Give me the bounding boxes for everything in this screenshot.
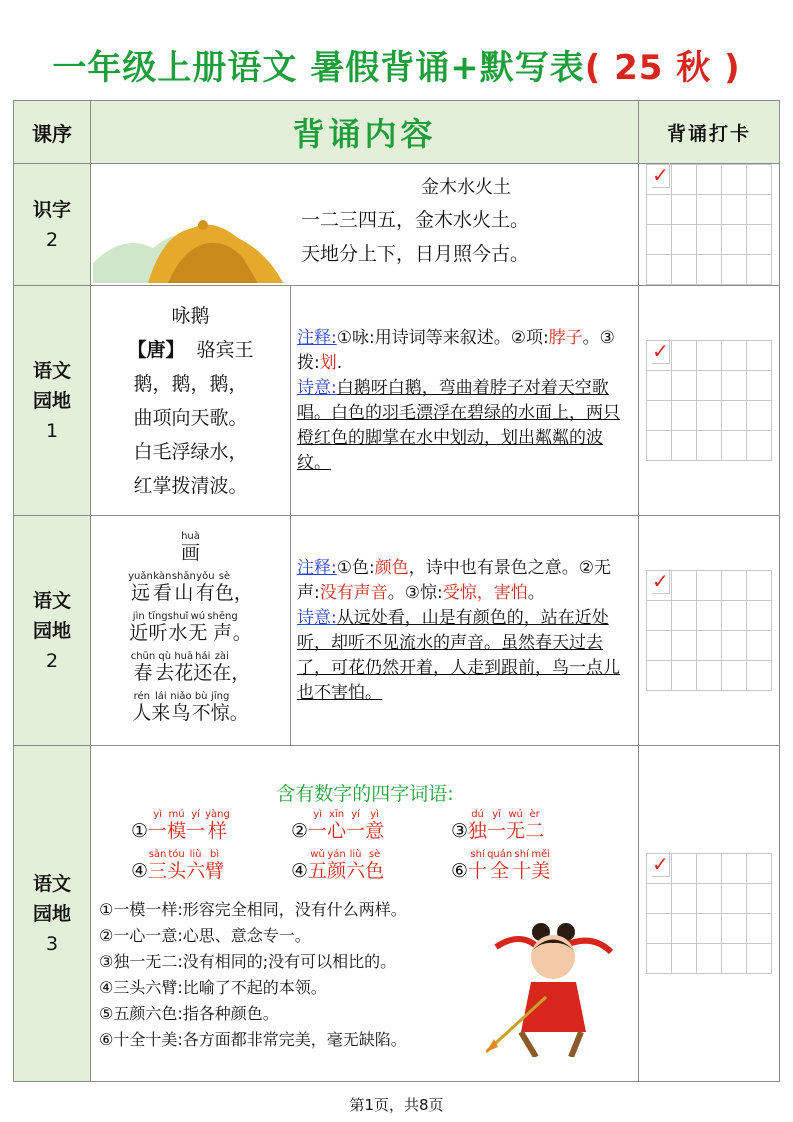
recitation-table: [13, 100, 780, 1082]
explanation: ④三头六臂:比喻了不起的本领。: [99, 977, 327, 997]
poem-title: 画huà: [180, 530, 200, 564]
checkin-cell: [639, 164, 780, 286]
poem-author: 【唐】 骆宾王: [127, 338, 254, 361]
lesson-cell: 语文园地 1: [14, 286, 91, 516]
checkin-grid: [646, 164, 772, 285]
annotation-cell: [291, 516, 639, 746]
poem-line: 一二三四五，金木水火土。: [301, 208, 530, 231]
checkin-grid: [646, 853, 772, 974]
poem-line: 鹅，鹅，鹅，: [133, 372, 248, 395]
page-footer: 第1页，共8页: [349, 1096, 444, 1114]
poem-line: 天地分上下，日月照今古。: [301, 242, 530, 265]
check-mark: ✓: [652, 339, 669, 363]
poem-title: 咏鹅: [171, 304, 210, 327]
checkin-grid: [646, 340, 772, 461]
checkin-cell: [639, 286, 780, 516]
explanation: ③独一无二:没有相同的;没有可以相比的。: [99, 951, 397, 971]
page-title: 一年级上册语文 暑假背诵+默写表( 25 秋 ): [52, 48, 741, 88]
header-checkin: 背诵打卡: [639, 101, 780, 164]
content-cell: [91, 164, 639, 286]
poem-line: 白毛浮绿水，: [133, 440, 248, 463]
header-lesson: 课序: [14, 101, 91, 164]
table-row: [14, 516, 780, 746]
explanation: ②一心一意:心思、意念专一。: [99, 925, 311, 945]
lesson-cell: 识字 2: [14, 164, 91, 286]
header-content: 背诵内容: [91, 101, 639, 164]
mountain-illustration: [93, 213, 287, 283]
poem-meaning: 诗意:从远处看，山是有颜色的，站在近处听，却听不见流水的声音。虽然春天过去了，可花仍然开着，人走到跟前，鸟一点儿也不害怕。: [297, 607, 620, 703]
poem-title: 金木水火土: [421, 176, 511, 198]
explanation: ⑤五颜六色:指各种颜色。: [99, 1003, 279, 1023]
poem-line: 人rén来lái鸟niǎo不bù惊jīng。: [132, 690, 249, 724]
check-mark: ✓: [652, 569, 669, 593]
number-phrase: ①一yì模mú一yí样yàng: [131, 808, 230, 842]
table-row: [14, 746, 780, 1082]
poem-line: 春chūn去qù花huā还hái在zài，: [130, 650, 251, 684]
checkin-grid: [646, 570, 772, 691]
cartoon-character-illustration: [486, 907, 616, 1057]
annotation-cell: [291, 286, 639, 516]
number-phrase: ③独dú一yī无wú二èr: [451, 808, 545, 842]
table-header: [14, 101, 780, 164]
table-row: [14, 164, 780, 286]
number-phrase: ②一yì心xīn一yí意yì: [291, 808, 385, 842]
annotation: 注释:①色:颜色，诗中也有景色之意。②无声:没有声音。③惊:受惊，害怕。: [297, 557, 611, 603]
section-heading: 含有数字的四字词语:: [276, 782, 454, 805]
checkin-cell: [639, 746, 780, 1082]
explanation: ⑥十全十美:各方面都非常完美，毫无缺陷。: [99, 1029, 407, 1049]
annotation: 注释:①咏:用诗词等来叙述。②项:脖子。③拨:划.: [297, 327, 615, 373]
checkin-cell: [639, 516, 780, 746]
content-cell: [91, 746, 639, 1082]
table-row: [14, 286, 780, 516]
explanation: ①一模一样:形容完全相同，没有什么两样。: [99, 899, 407, 919]
poem-line: 近jìn听tīng水shuǐ无wú声shēng。: [129, 610, 252, 644]
lesson-cell: 语文园地 3: [14, 746, 91, 1082]
number-phrase: ④三sān头tóu六liù臂bì: [131, 848, 225, 882]
number-phrase: ⑥十shí全quán十shí美měi: [451, 848, 551, 882]
number-phrase: ④五wǔ颜yán六liù色sè: [291, 848, 385, 882]
poem-line: 红掌拨清波。: [133, 474, 248, 497]
poem-meaning: 诗意:白鹅呀白鹅，弯曲着脖子对着天空歌唱。白色的羽毛漂浮在碧绿的水面上，两只橙红色的脚掌在水中划动，划出粼粼的波纹。: [297, 377, 620, 473]
poem-line: 远yuǎn看kàn山shān有yǒu色sè，: [128, 570, 253, 604]
check-mark: ✓: [652, 163, 669, 187]
poem-cell: [91, 286, 291, 516]
poem-line: 曲项向天歌。: [133, 406, 248, 429]
poem-cell: [91, 516, 291, 746]
lesson-cell: 语文园地 2: [14, 516, 91, 746]
check-mark: ✓: [652, 852, 669, 876]
